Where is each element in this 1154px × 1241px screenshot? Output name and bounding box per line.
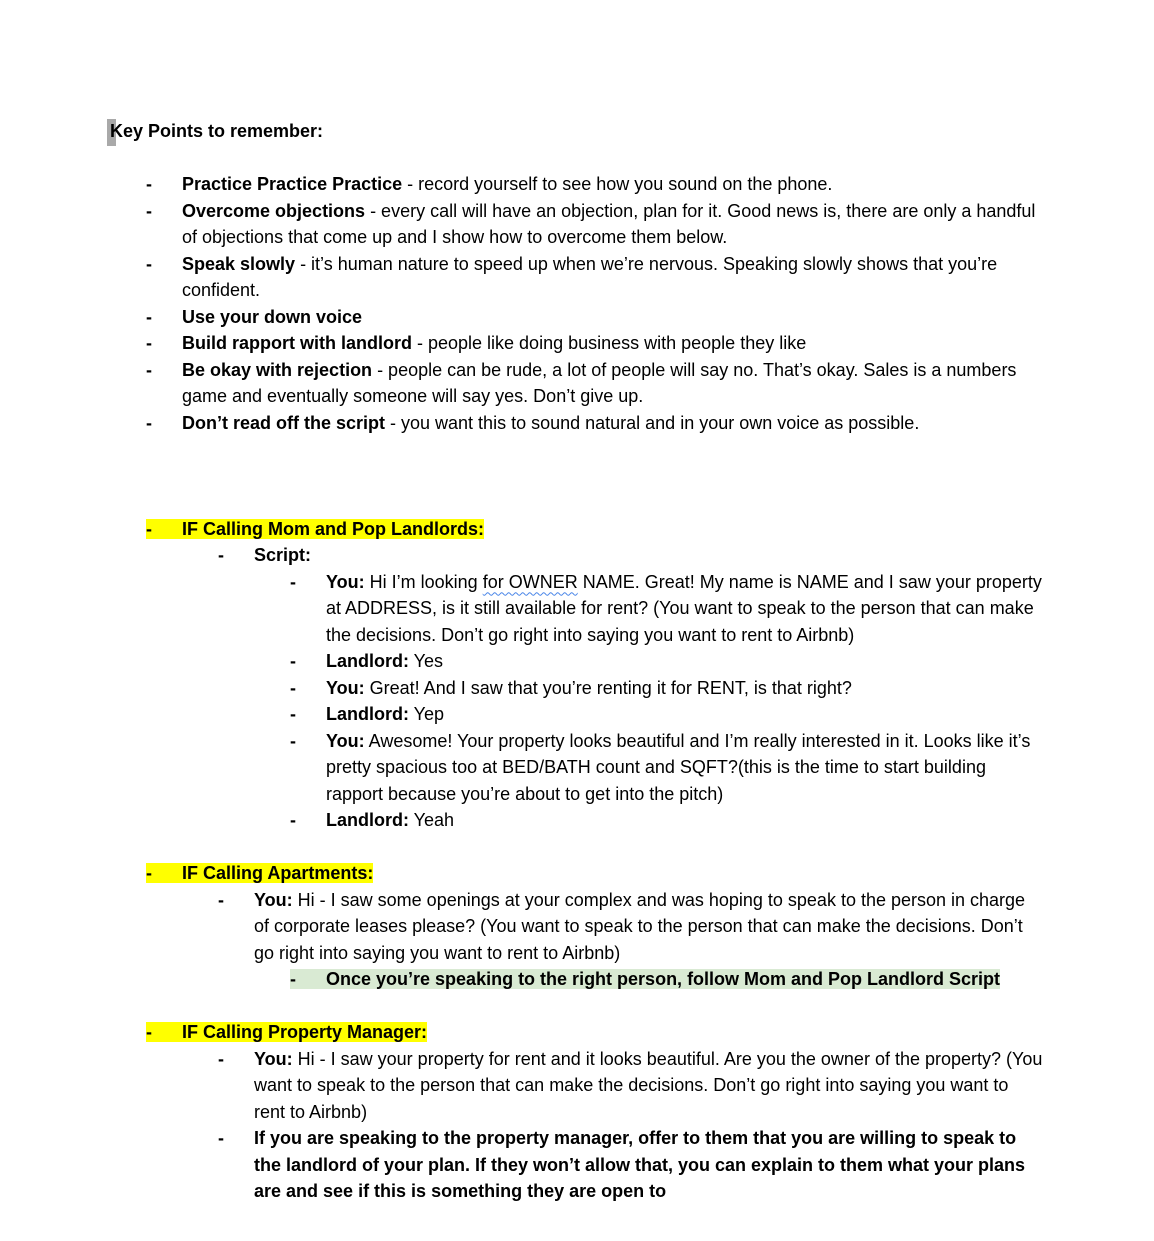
speaker-label: You: xyxy=(326,730,365,751)
key-point-lead: Use your down voice xyxy=(182,306,363,327)
key-point-item xyxy=(110,171,1044,198)
key-point-lead: Be okay with rejection xyxy=(182,359,373,380)
bullet-dash: - xyxy=(146,306,152,327)
key-point-lead: Don’t read off the script xyxy=(182,412,386,433)
script-label-text: Script: xyxy=(254,545,312,565)
bullet-dash: - xyxy=(290,677,296,698)
key-point-item xyxy=(110,410,1044,437)
bullet-dash: - xyxy=(146,333,152,353)
spacer xyxy=(110,145,1044,172)
speaker-label: You: xyxy=(254,1048,293,1069)
spacer xyxy=(110,436,1044,516)
key-point-text: - you want this to sound natural and in your own voice as possible. xyxy=(385,412,920,433)
dialog-text: Yes xyxy=(409,651,444,671)
spellcheck-wavy-text: for OWNER xyxy=(482,571,578,592)
key-point-text: - people like doing business with people they like xyxy=(411,333,807,353)
bullet-dash: - xyxy=(290,571,296,592)
dialog-line xyxy=(110,569,1044,649)
key-point-item xyxy=(110,357,1044,410)
key-point-text: - record yourself to see how you sound on the phone. xyxy=(402,174,833,194)
dialog-text: Hi - I saw your property for rent and it looks beautiful. Are you the owner of the property? (You want to speak to the person that can make the decisions. Don’t go right into saying you want to rent to Airbnb) xyxy=(254,1048,1043,1122)
dialog-text: Yep xyxy=(409,704,445,724)
page-title-text: Key Points to remember: xyxy=(110,121,324,141)
dialog-line xyxy=(110,887,1044,967)
dialog-line xyxy=(110,1046,1044,1126)
bullet-dash: - xyxy=(146,863,152,883)
speaker-label: Landlord: xyxy=(326,704,409,724)
yellow-highlight xyxy=(146,863,373,883)
key-point-item xyxy=(110,304,1044,331)
key-point-lead: Practice Practice Practice xyxy=(182,174,403,194)
speaker-label: Landlord: xyxy=(326,810,409,830)
section-heading-text: IF Calling Mom and Pop Landlords: xyxy=(182,518,484,539)
spacer xyxy=(110,834,1044,861)
dialog-text: NAME. Great! My name is NAME and I saw your property at ADDRESS, is it still available for rent? (You want to speak to the person that can make the decisions. Don’t go right into saying you want to rent to Airbnb) xyxy=(326,571,1042,645)
bullet-dash: - xyxy=(290,810,296,830)
dialog-text: Yeah xyxy=(409,810,455,830)
dialog-line xyxy=(110,701,1044,728)
bullet-dash: - xyxy=(146,412,152,433)
key-point-text: - it’s human nature to speed up when we’re nervous. Speaking slowly shows that you’re confident. xyxy=(182,253,998,300)
section-heading-text: IF Calling Property Manager: xyxy=(182,1022,428,1042)
speaker-label: You: xyxy=(254,889,293,910)
key-point-item xyxy=(110,251,1044,304)
key-point-text: - every call will have an objection, plan for it. Good news is, there are only a handful of objections that come up and I show how to overcome them below. xyxy=(182,200,1036,247)
dialog-text: Awesome! Your property looks beautiful and I’m really interested in it. Looks like it’s pretty spacious too at BED/BATH count and SQFT?(this is the time to start building rapport because you’re about to get into the pitch) xyxy=(326,730,1031,804)
dialog-line xyxy=(110,648,1044,675)
bullet-dash: - xyxy=(290,969,296,989)
key-point-lead: Overcome objections xyxy=(182,200,366,221)
page-title xyxy=(110,118,1044,145)
bullet-dash: - xyxy=(146,359,152,380)
bullet-dash: - xyxy=(146,174,152,194)
key-point-item xyxy=(110,330,1044,357)
dialog-line xyxy=(110,675,1044,702)
document-page[interactable] xyxy=(110,118,1044,1205)
key-point-lead: Build rapport with landlord xyxy=(182,333,412,353)
dialog-line xyxy=(110,807,1044,834)
bullet-dash: - xyxy=(290,651,296,671)
key-point-item xyxy=(110,198,1044,251)
key-point-lead: Speak slowly xyxy=(182,253,296,274)
bullet-dash: - xyxy=(290,730,296,751)
section-heading-property-manager xyxy=(110,1019,1044,1046)
advice-item xyxy=(110,1125,1044,1205)
bullet-dash: - xyxy=(146,253,152,274)
bullet-dash: - xyxy=(146,200,152,221)
yellow-highlight xyxy=(146,1022,427,1042)
highlighted-note xyxy=(110,966,1044,993)
bullet-dash: - xyxy=(218,1048,224,1069)
advice-text: If you are speaking to the property manager, offer to them that you are willing to speak to the landlord of your plan. If they won’t allow that, you can explain to them what your plans are and see if this is something they are open to xyxy=(254,1128,1026,1201)
key-point-text: - people can be rude, a lot of people will say no. That’s okay. Sales is a numbers game and eventually someone will say yes. Don’t give up. xyxy=(182,359,1017,406)
spacer xyxy=(110,993,1044,1020)
speaker-label: Landlord: xyxy=(326,651,409,671)
bullet-dash: - xyxy=(146,518,152,539)
bullet-dash: - xyxy=(218,889,224,910)
bullet-dash: - xyxy=(146,1022,152,1042)
dialog-text: Great! And I saw that you’re renting it for RENT, is that right? xyxy=(364,677,852,698)
note-text: Once you’re speaking to the right person, follow Mom and Pop Landlord Script xyxy=(326,969,1001,989)
section-heading-text: IF Calling Apartments: xyxy=(182,863,374,883)
bullet-dash: - xyxy=(218,545,224,565)
green-highlight xyxy=(290,969,1000,989)
dialog-text: Hi - I saw some openings at your complex and was hoping to speak to the person in charge of corporate leases please? (You want to speak to the person that can make the decisions. Don’t go right into saying you want to rent to Airbnb) xyxy=(254,889,1026,963)
speaker-label: You: xyxy=(326,677,365,698)
dialog-text: Hi I’m looking xyxy=(364,571,483,592)
yellow-highlight xyxy=(146,519,484,539)
section-heading-apartments xyxy=(110,860,1044,887)
bullet-dash: - xyxy=(290,704,296,724)
dialog-line xyxy=(110,728,1044,808)
bullet-dash: - xyxy=(218,1128,224,1148)
script-label xyxy=(110,542,1044,569)
speaker-label: You: xyxy=(326,571,365,592)
section-heading-mom-pop xyxy=(110,516,1044,543)
